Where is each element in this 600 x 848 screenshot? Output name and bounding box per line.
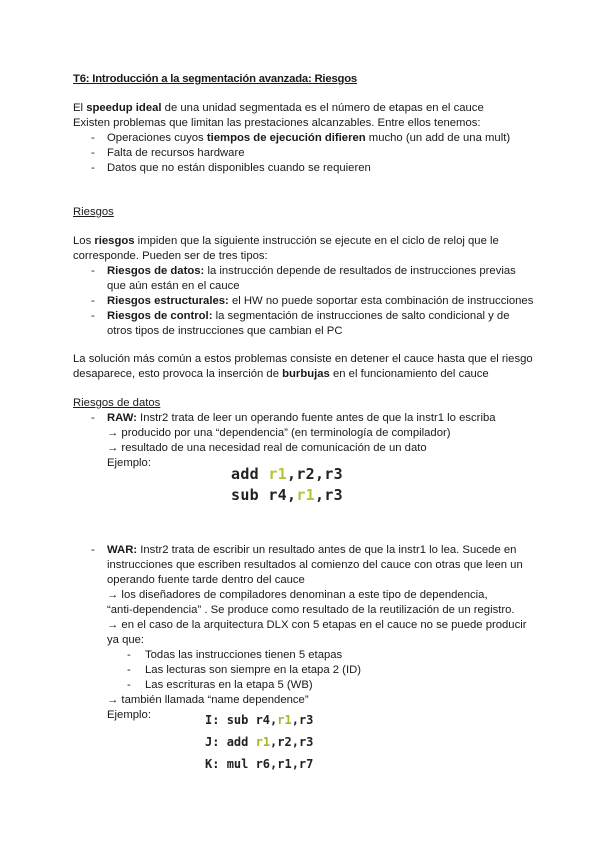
- code-operands: ,r2,r3: [287, 465, 343, 483]
- page-title: T6: Introducción a la segmentación avanzada: Riesgos: [73, 73, 358, 85]
- bold-term: tiempos de ejecución difieren: [206, 132, 366, 144]
- intro-line-1: [73, 101, 484, 116]
- code-op: mul r6,r1,r7: [226, 757, 314, 771]
- bullet-dash: -: [91, 544, 95, 556]
- code-operands: ,r3: [291, 713, 314, 727]
- raw-code-line-1: [231, 464, 343, 484]
- raw-line-2: → producido por una “dependencia” (en terminología de compilador): [107, 427, 451, 439]
- code-label: I:: [205, 713, 227, 727]
- intro-line-2: Existen problemas que limitan las prestaciones alcanzables. Entre ellos tenemos:: [73, 117, 481, 129]
- bullet-dash: -: [91, 147, 95, 159]
- text: Operaciones cuyos: [107, 132, 207, 144]
- war-code-line-2: [205, 734, 313, 750]
- bold-term: RAW:: [107, 412, 137, 424]
- bold-term: speedup ideal: [86, 102, 162, 114]
- text: de una unidad segmentada es el número de etapas en el cauce: [161, 102, 484, 114]
- intro-bullet-2: Falta de recursos hardware: [107, 147, 245, 159]
- text: impiden que la siguiente instrucción se ejecute en el ciclo de reloj que le: [134, 235, 499, 247]
- text: Instr2 trata de escribir un resultado antes de que la instr1 lo lea. Sucede en: [137, 544, 517, 556]
- text: la segmentación de instrucciones de salto condicional y de: [212, 310, 510, 322]
- section-heading-riesgos-datos: Riesgos de datos: [73, 397, 161, 409]
- war-line-8: → también llamada “name dependence”: [107, 694, 309, 706]
- bold-term: WAR:: [107, 544, 138, 556]
- highlighted-register: r1: [296, 486, 315, 504]
- text: el HW no puede soportar esta combinación de instrucciones: [228, 295, 534, 307]
- code-operands: ,r2,r3: [270, 735, 314, 749]
- riesgo-datos-item-cont: que aún están en el cauce: [107, 280, 240, 292]
- text: la instrucción depende de resultados de instrucciones previas: [204, 265, 516, 277]
- bullet-dash: -: [91, 162, 95, 174]
- code-label: J:: [205, 735, 227, 749]
- bold-term: Riesgos de datos:: [107, 265, 205, 277]
- riesgos-para-line-1: [73, 234, 499, 249]
- sub-bullet-dash: -: [127, 664, 131, 676]
- bullet-dash: -: [91, 412, 95, 424]
- war-line-2: instrucciones que escriben resultados al comienzo del cauce con otras que leen un: [107, 559, 523, 571]
- sub-bullet-dash: -: [127, 649, 131, 661]
- code-op: sub r4,: [231, 486, 297, 504]
- war-line-6: → en el caso de la arquitectura DLX con 5 etapas en el cauce no se puede producir: [107, 619, 527, 631]
- bullet-dash: -: [91, 265, 95, 277]
- solucion-line-1: La solución más común a estos problemas consiste en detener el cauce hasta que el riesgo: [73, 353, 533, 365]
- section-heading-riesgos: Riesgos: [73, 206, 114, 218]
- code-op: add: [231, 465, 269, 483]
- raw-ejemplo-label: Ejemplo:: [107, 457, 151, 469]
- intro-bullet-3: Datos que no están disponibles cuando se requieren: [107, 162, 371, 174]
- code-operands: ,r3: [315, 486, 343, 504]
- raw-line-3: → resultado de una necesidad real de comunicación de un dato: [107, 442, 427, 454]
- raw-item: [107, 411, 496, 426]
- raw-code-line-2: [231, 485, 343, 505]
- riesgo-datos-item: [107, 264, 516, 279]
- text: desaparece, esto provoca la inserción de: [73, 368, 283, 380]
- war-line-7: ya que:: [107, 634, 145, 646]
- text: El: [73, 102, 87, 114]
- war-item: [107, 543, 516, 558]
- riesgo-control-item: [107, 309, 510, 324]
- code-label: K:: [205, 757, 227, 771]
- bullet-dash: -: [91, 310, 95, 322]
- riesgo-control-item-cont: otros tipos de instrucciones que cambian el PC: [107, 325, 343, 337]
- highlighted-register: r1: [255, 735, 271, 749]
- bullet-dash: -: [91, 132, 95, 144]
- code-op: add: [226, 735, 256, 749]
- war-sub-3: Las escrituras en la etapa 5 (WB): [145, 679, 313, 691]
- bold-term: burbujas: [282, 368, 330, 380]
- bold-term: Riesgos de control:: [107, 310, 213, 322]
- intro-bullet-1: [107, 131, 510, 146]
- war-line-4: → los diseñadores de compiladores denominan a este tipo de dependencia,: [107, 589, 488, 601]
- bold-term: Riesgos estructurales:: [107, 295, 229, 307]
- text: Los: [73, 235, 95, 247]
- bullet-dash: -: [91, 295, 95, 307]
- highlighted-register: r1: [268, 465, 287, 483]
- war-code-line-3: [205, 756, 313, 772]
- riesgo-estructural-item: [107, 294, 533, 309]
- highlighted-register: r1: [277, 713, 292, 727]
- war-line-3: operando fuente tarde dentro del cauce: [107, 574, 305, 586]
- war-sub-2: Las lecturas son siempre en la etapa 2 (ID): [145, 664, 362, 676]
- war-sub-1: Todas las instrucciones tienen 5 etapas: [145, 649, 343, 661]
- war-code-line-1: [205, 712, 313, 728]
- bold-term: riesgos: [94, 235, 135, 247]
- code-op: sub r4,: [226, 713, 278, 727]
- riesgos-para-line-2: corresponde. Pueden ser de tres tipos:: [73, 250, 268, 262]
- text: Instr2 trata de leer un operando fuente antes de que la instr1 lo escriba: [136, 412, 496, 424]
- war-ejemplo-label: Ejemplo:: [107, 709, 151, 721]
- sub-bullet-dash: -: [127, 679, 131, 691]
- war-line-5: “anti-dependencia” . Se produce como resultado de la reutilización de un registro.: [107, 604, 515, 616]
- solucion-line-2: [73, 367, 489, 382]
- text: en el funcionamiento del cauce: [329, 368, 489, 380]
- text: mucho (un add de una mult): [365, 132, 511, 144]
